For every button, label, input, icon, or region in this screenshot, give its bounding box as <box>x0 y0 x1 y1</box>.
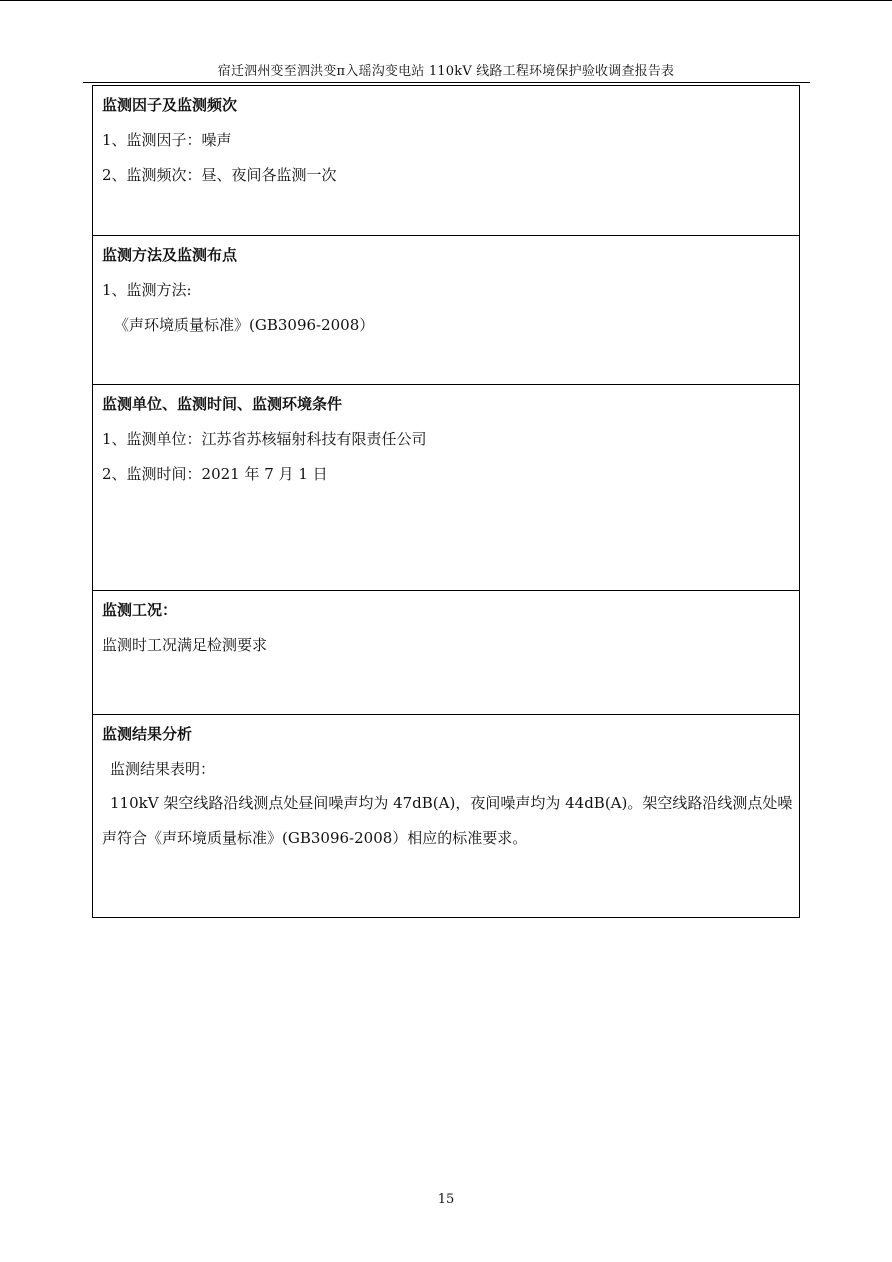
header-rule <box>83 82 810 83</box>
section-monitoring-conditions <box>93 591 799 715</box>
monitoring-standard-line: 《声环境质量标准》(GB3096-2008） <box>114 316 375 334</box>
page-number: 15 <box>437 1192 455 1207</box>
section-monitoring-unit-time <box>93 385 799 591</box>
section-title: 监测因子及监测频次 <box>102 96 238 114</box>
section-title: 监测结果分析 <box>102 725 193 743</box>
section-title: 监测单位、监测时间、监测环境条件 <box>102 395 343 413</box>
monitoring-factor-line: 1、监测因子：噪声 <box>102 131 232 149</box>
section-monitoring-factors <box>93 86 799 236</box>
monitoring-conditions-line: 监测时工况满足检测要求 <box>102 636 268 654</box>
monitoring-method-line: 1、监测方法: <box>102 281 192 299</box>
monitoring-time-line: 2、监测时间：2021 年 7 月 1 日 <box>102 465 328 483</box>
page-top-border <box>0 0 892 1</box>
section-title: 监测工况： <box>102 601 178 619</box>
section-result-analysis <box>93 715 799 919</box>
report-header-title: 宿迁泗州变至泗洪变π入瑶沟变电站 110kV 线路工程环境保护验收调查报告表 <box>217 64 675 79</box>
monitoring-unit-line: 1、监测单位：江苏省苏核辐射科技有限责任公司 <box>102 430 427 448</box>
result-intro-line: 监测结果表明： <box>110 760 216 778</box>
report-table <box>92 85 800 918</box>
section-monitoring-method <box>93 236 799 385</box>
section-title: 监测方法及监测布点 <box>102 246 238 264</box>
result-paragraph: 110kV 架空线路沿线测点处昼间噪声均为 47dB(A)，夜间噪声均为 44dB(A)。架空线路沿线测点处噪声符合《声环境质量标准》(GB3096-2008）相应的标准要求。 <box>102 794 793 847</box>
monitoring-frequency-line: 2、监测频次：昼、夜间各监测一次 <box>102 166 337 184</box>
